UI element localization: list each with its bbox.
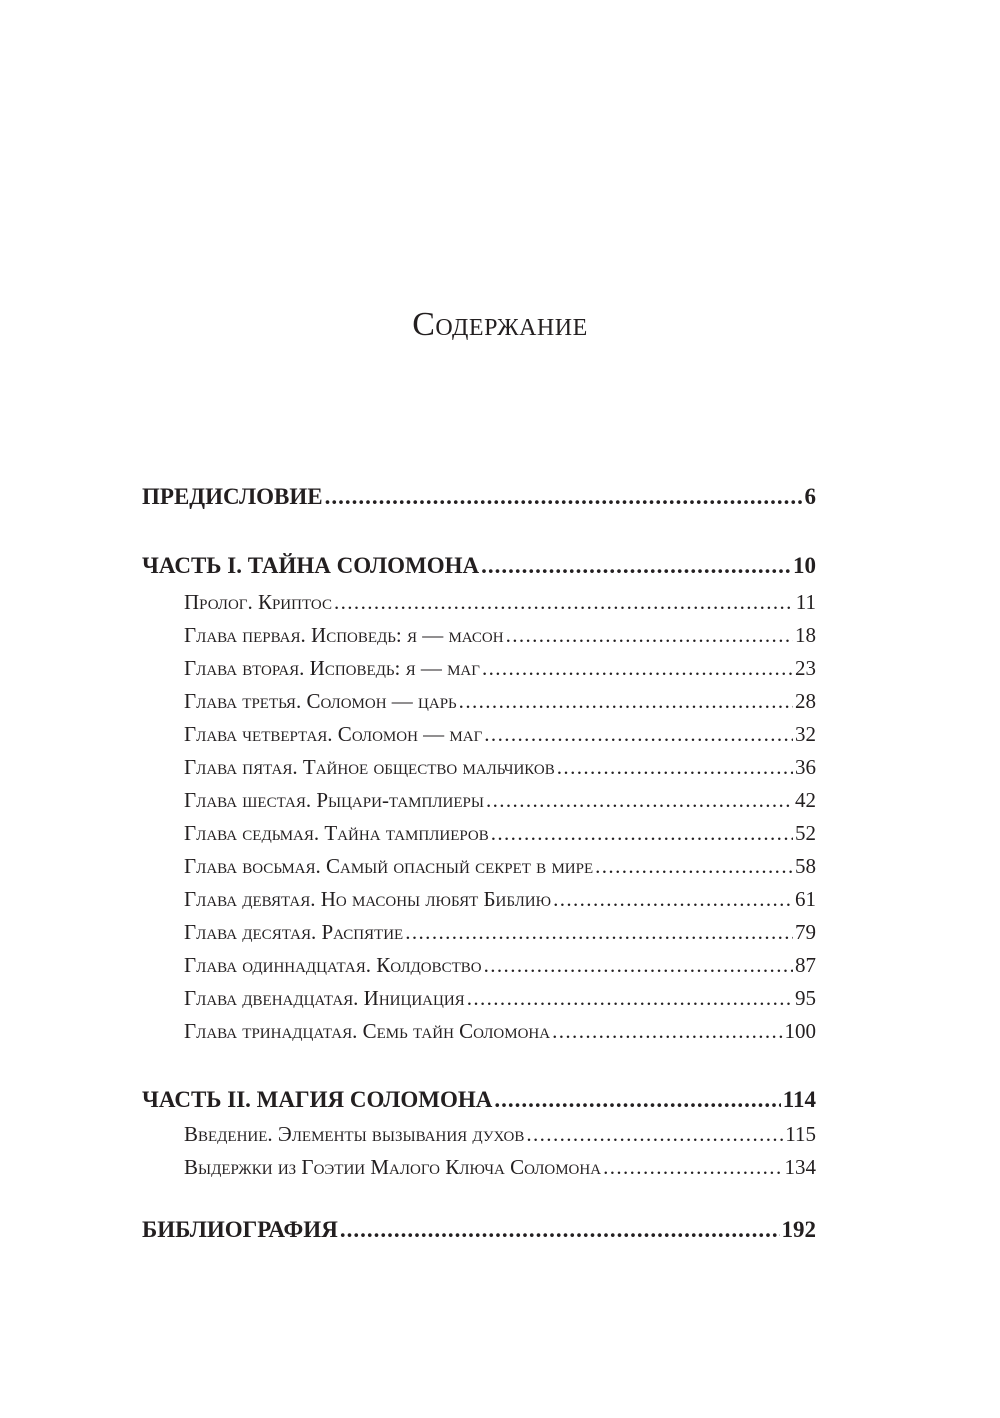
entry-label: Глава вторая. Исповедь: я — маг (184, 656, 480, 680)
toc-entry-chapter[interactable] (184, 1019, 816, 1044)
dot-leader (486, 788, 793, 813)
entry-page: 18 (795, 623, 816, 647)
toc-entry-chapter[interactable] (184, 590, 816, 615)
dot-leader (481, 553, 791, 579)
dot-leader (557, 755, 793, 780)
entry-page: 61 (795, 887, 816, 911)
dot-leader (603, 1155, 782, 1180)
entry-page: 100 (784, 1019, 816, 1043)
toc-entry-chapter[interactable] (184, 953, 816, 978)
entry-label: Глава десятая. Распятие (184, 920, 404, 944)
entry-page: 6 (804, 484, 816, 509)
toc-entry-chapter[interactable] (184, 623, 816, 648)
toc-entry-preface[interactable] (142, 484, 816, 510)
toc-entry-chapter[interactable] (184, 854, 816, 879)
dot-leader (340, 1217, 780, 1243)
toc-entry-chapter[interactable] (184, 689, 816, 714)
dot-leader (484, 722, 793, 747)
entry-label: Глава двенадцатая. Инициация (184, 986, 465, 1010)
entry-page: 79 (795, 920, 816, 944)
toc-entry-chapter[interactable] (184, 920, 816, 945)
toc-entry-chapter[interactable] (184, 1122, 816, 1147)
entry-label: Глава шестая. Рыцари-тамплиеры (184, 788, 484, 812)
dot-leader (506, 623, 793, 648)
entry-label: Глава одиннадцатая. Колдовство (184, 953, 482, 977)
page-title: Содержание (412, 306, 588, 343)
entry-page: 114 (782, 1087, 816, 1112)
entry-label: Выдержки из Гоэтии Малого Ключа Соломона (184, 1155, 602, 1179)
entry-page: 52 (795, 821, 816, 845)
dot-leader (552, 1019, 782, 1044)
entry-page: 95 (795, 986, 816, 1010)
dot-leader (494, 1087, 780, 1113)
dot-leader (405, 920, 793, 945)
entry-label: Введение. Элементы вызывания духов (184, 1122, 525, 1146)
toc-entry-bibliography[interactable] (142, 1217, 816, 1243)
entry-page: 115 (785, 1122, 816, 1146)
dot-leader (491, 821, 793, 846)
entry-label: ЧАСТЬ II. МАГИЯ СОЛОМОНА (142, 1087, 493, 1112)
dot-leader (484, 953, 793, 978)
entry-label: БИБЛИОГРАФИЯ (142, 1217, 338, 1242)
dot-leader (467, 986, 793, 1011)
entry-page: 11 (795, 590, 816, 614)
entry-label: Глава восьмая. Самый опасный секрет в мире (184, 854, 594, 878)
entry-label: ЧАСТЬ I. ТАЙНА СОЛОМОНА (142, 553, 480, 578)
entry-page: 192 (781, 1217, 816, 1242)
toc-entry-part-1[interactable] (142, 553, 816, 579)
dot-leader (482, 656, 793, 681)
entry-page: 10 (793, 553, 816, 578)
entry-page: 42 (795, 788, 816, 812)
toc-entry-part-2[interactable] (142, 1087, 816, 1113)
toc-entry-chapter[interactable] (184, 821, 816, 846)
dot-leader (553, 887, 793, 912)
dot-leader (334, 590, 794, 615)
entry-label: Глава четвертая. Соломон — маг (184, 722, 483, 746)
entry-label: Глава девятая. Но масоны любят Библию (184, 887, 552, 911)
toc-entry-chapter[interactable] (184, 788, 816, 813)
toc-entry-chapter[interactable] (184, 1155, 816, 1180)
dot-leader (459, 689, 793, 714)
entry-label: Глава седьмая. Тайна тамплиеров (184, 821, 489, 845)
entry-label: Глава первая. Исповедь: я — масон (184, 623, 504, 647)
entry-page: 87 (795, 953, 816, 977)
entry-label: ПРЕДИСЛОВИЕ (142, 484, 323, 509)
entry-page: 23 (795, 656, 816, 680)
entry-label: Глава третья. Соломон — царь (184, 689, 457, 713)
toc-entry-chapter[interactable] (184, 887, 816, 912)
dot-leader (595, 854, 793, 879)
toc-entry-chapter[interactable] (184, 656, 816, 681)
entry-page: 58 (795, 854, 816, 878)
dot-leader (526, 1122, 783, 1147)
toc-entry-chapter[interactable] (184, 986, 816, 1011)
entry-page: 36 (795, 755, 816, 779)
toc-entry-chapter[interactable] (184, 722, 816, 747)
dot-leader (325, 484, 803, 510)
entry-label: Пролог. Криптос (184, 590, 332, 614)
entry-label: Глава тринадцатая. Семь тайн Соломона (184, 1019, 551, 1043)
entry-label: Глава пятая. Тайное общество мальчиков (184, 755, 555, 779)
entry-page: 32 (795, 722, 816, 746)
entry-page: 134 (784, 1155, 816, 1179)
toc-entry-chapter[interactable] (184, 755, 816, 780)
entry-page: 28 (795, 689, 816, 713)
